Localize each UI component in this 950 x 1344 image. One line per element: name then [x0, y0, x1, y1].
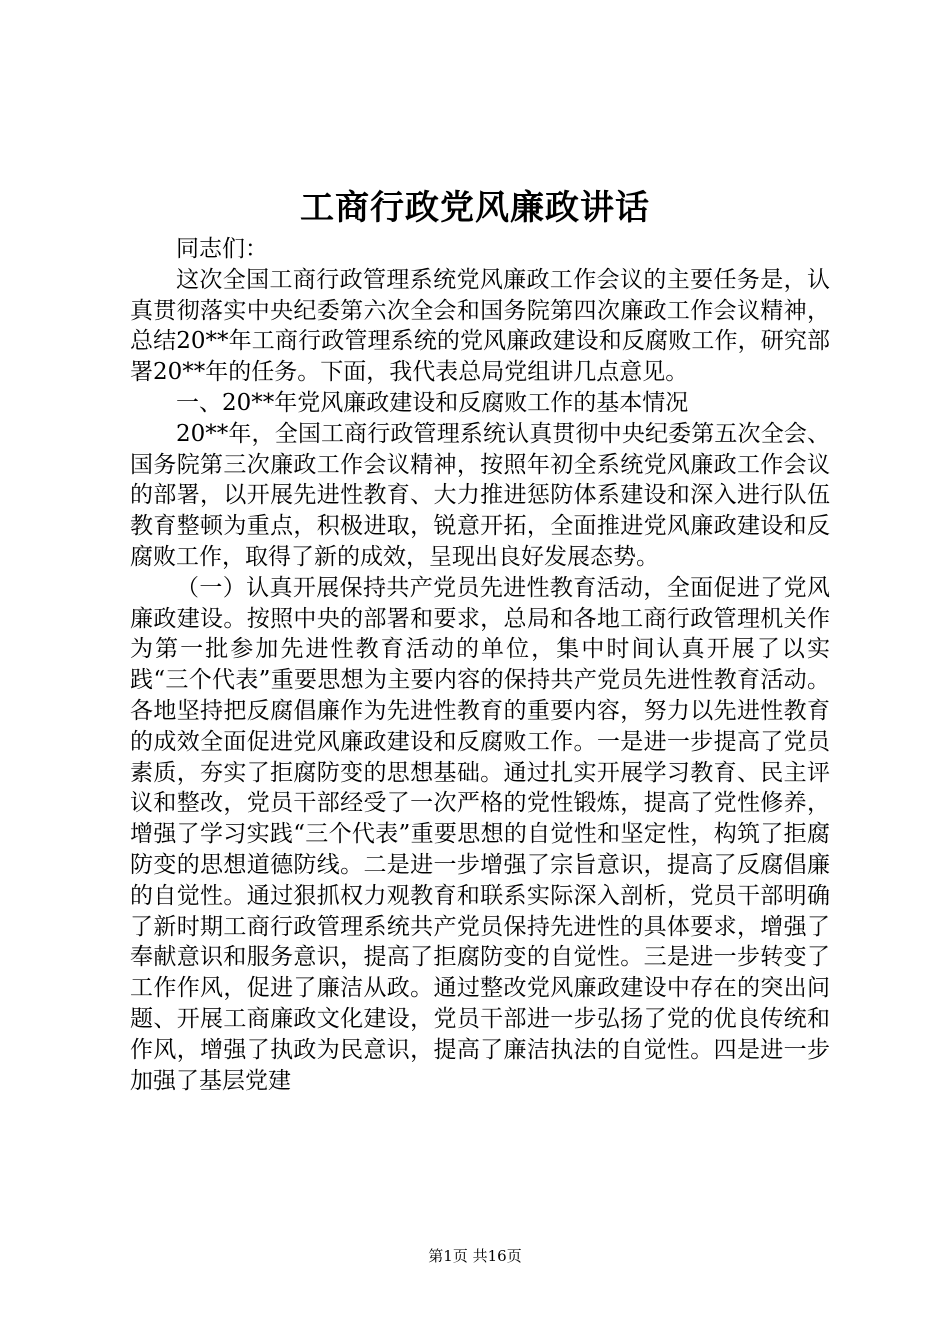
summary-paragraph: 20**年，全国工商行政管理系统认真贯彻中央纪委第五次全会、国务院第三次廉政工作会议精神，按照年初全系统党风廉政工作会议的部署，以开展先进性教育、大力推进惩防体系建设和深入进行队伍教育整顿为重点，积极进取，锐意开拓，全面推进党风廉政建设和反腐败工作，取得了新的成效，呈现出良好发展态势。 — [130, 420, 830, 570]
intro-paragraph: 这次全国工商行政管理系统党风廉政工作会议的主要任务是，认真贯彻落实中央纪委第六次全会和国务院第四次廉政工作会议精神，总结20**年工商行政管理系统的党风廉政建设和反腐败工作，研究部署20**年的任务。下面，我代表总局党组讲几点意见。 — [130, 266, 830, 386]
greeting-paragraph: 同志们： — [176, 236, 268, 262]
page-footer: 第1页 共16页 — [428, 1247, 522, 1265]
document-title: 工商行政党风廉政讲话 — [300, 188, 650, 228]
subsection-paragraph-1: （一）认真开展保持共产党员先进性教育活动，全面促进了党风廉政建设。按照中央的部署和要求，总局和各地工商行政管理机关作为第一批参加先进性教育活动的单位，集中时间认真开展了以实践“三个代表”重要思想为主要内容的保持共产党员先进性教育活动。各地坚持把反腐倡廉作为先进性教育的重要内容，努力以先进性教育的成效全面促进党风廉政建设和反腐败工作。一是进一步提高了党员素质，夯实了拒腐防变的思想基础。通过扎实开展学习教育、民主评议和整改，党员干部经受了一次严格的党性锻炼，提高了党性修养，增强了学习实践“三个代表”重要思想的自觉性和坚定性，构筑了拒腐防变的思想道德防线。二是进一步增强了宗旨意识，提高了反腐倡廉的自觉性。通过狠抓权力观教育和联系实际深入剖析，党员干部明确了新时期工商行政管理系统共产党员保持先进性的具体要求，增强了奉献意识和服务意识，提高了拒腐防变的自觉性。三是进一步转变了工作作风，促进了廉洁从政。通过整改党风廉政建设中存在的突出问题、开展工商廉政文化建设，党员干部进一步弘扬了党的优良传统和作风，增强了执政为民意识，提高了廉洁执法的自觉性。四是进一步加强了基层党建 — [130, 574, 830, 1094]
document-body — [130, 234, 830, 1096]
section-heading-1: 一、20**年党风廉政建设和反腐败工作的基本情况 — [176, 389, 689, 416]
